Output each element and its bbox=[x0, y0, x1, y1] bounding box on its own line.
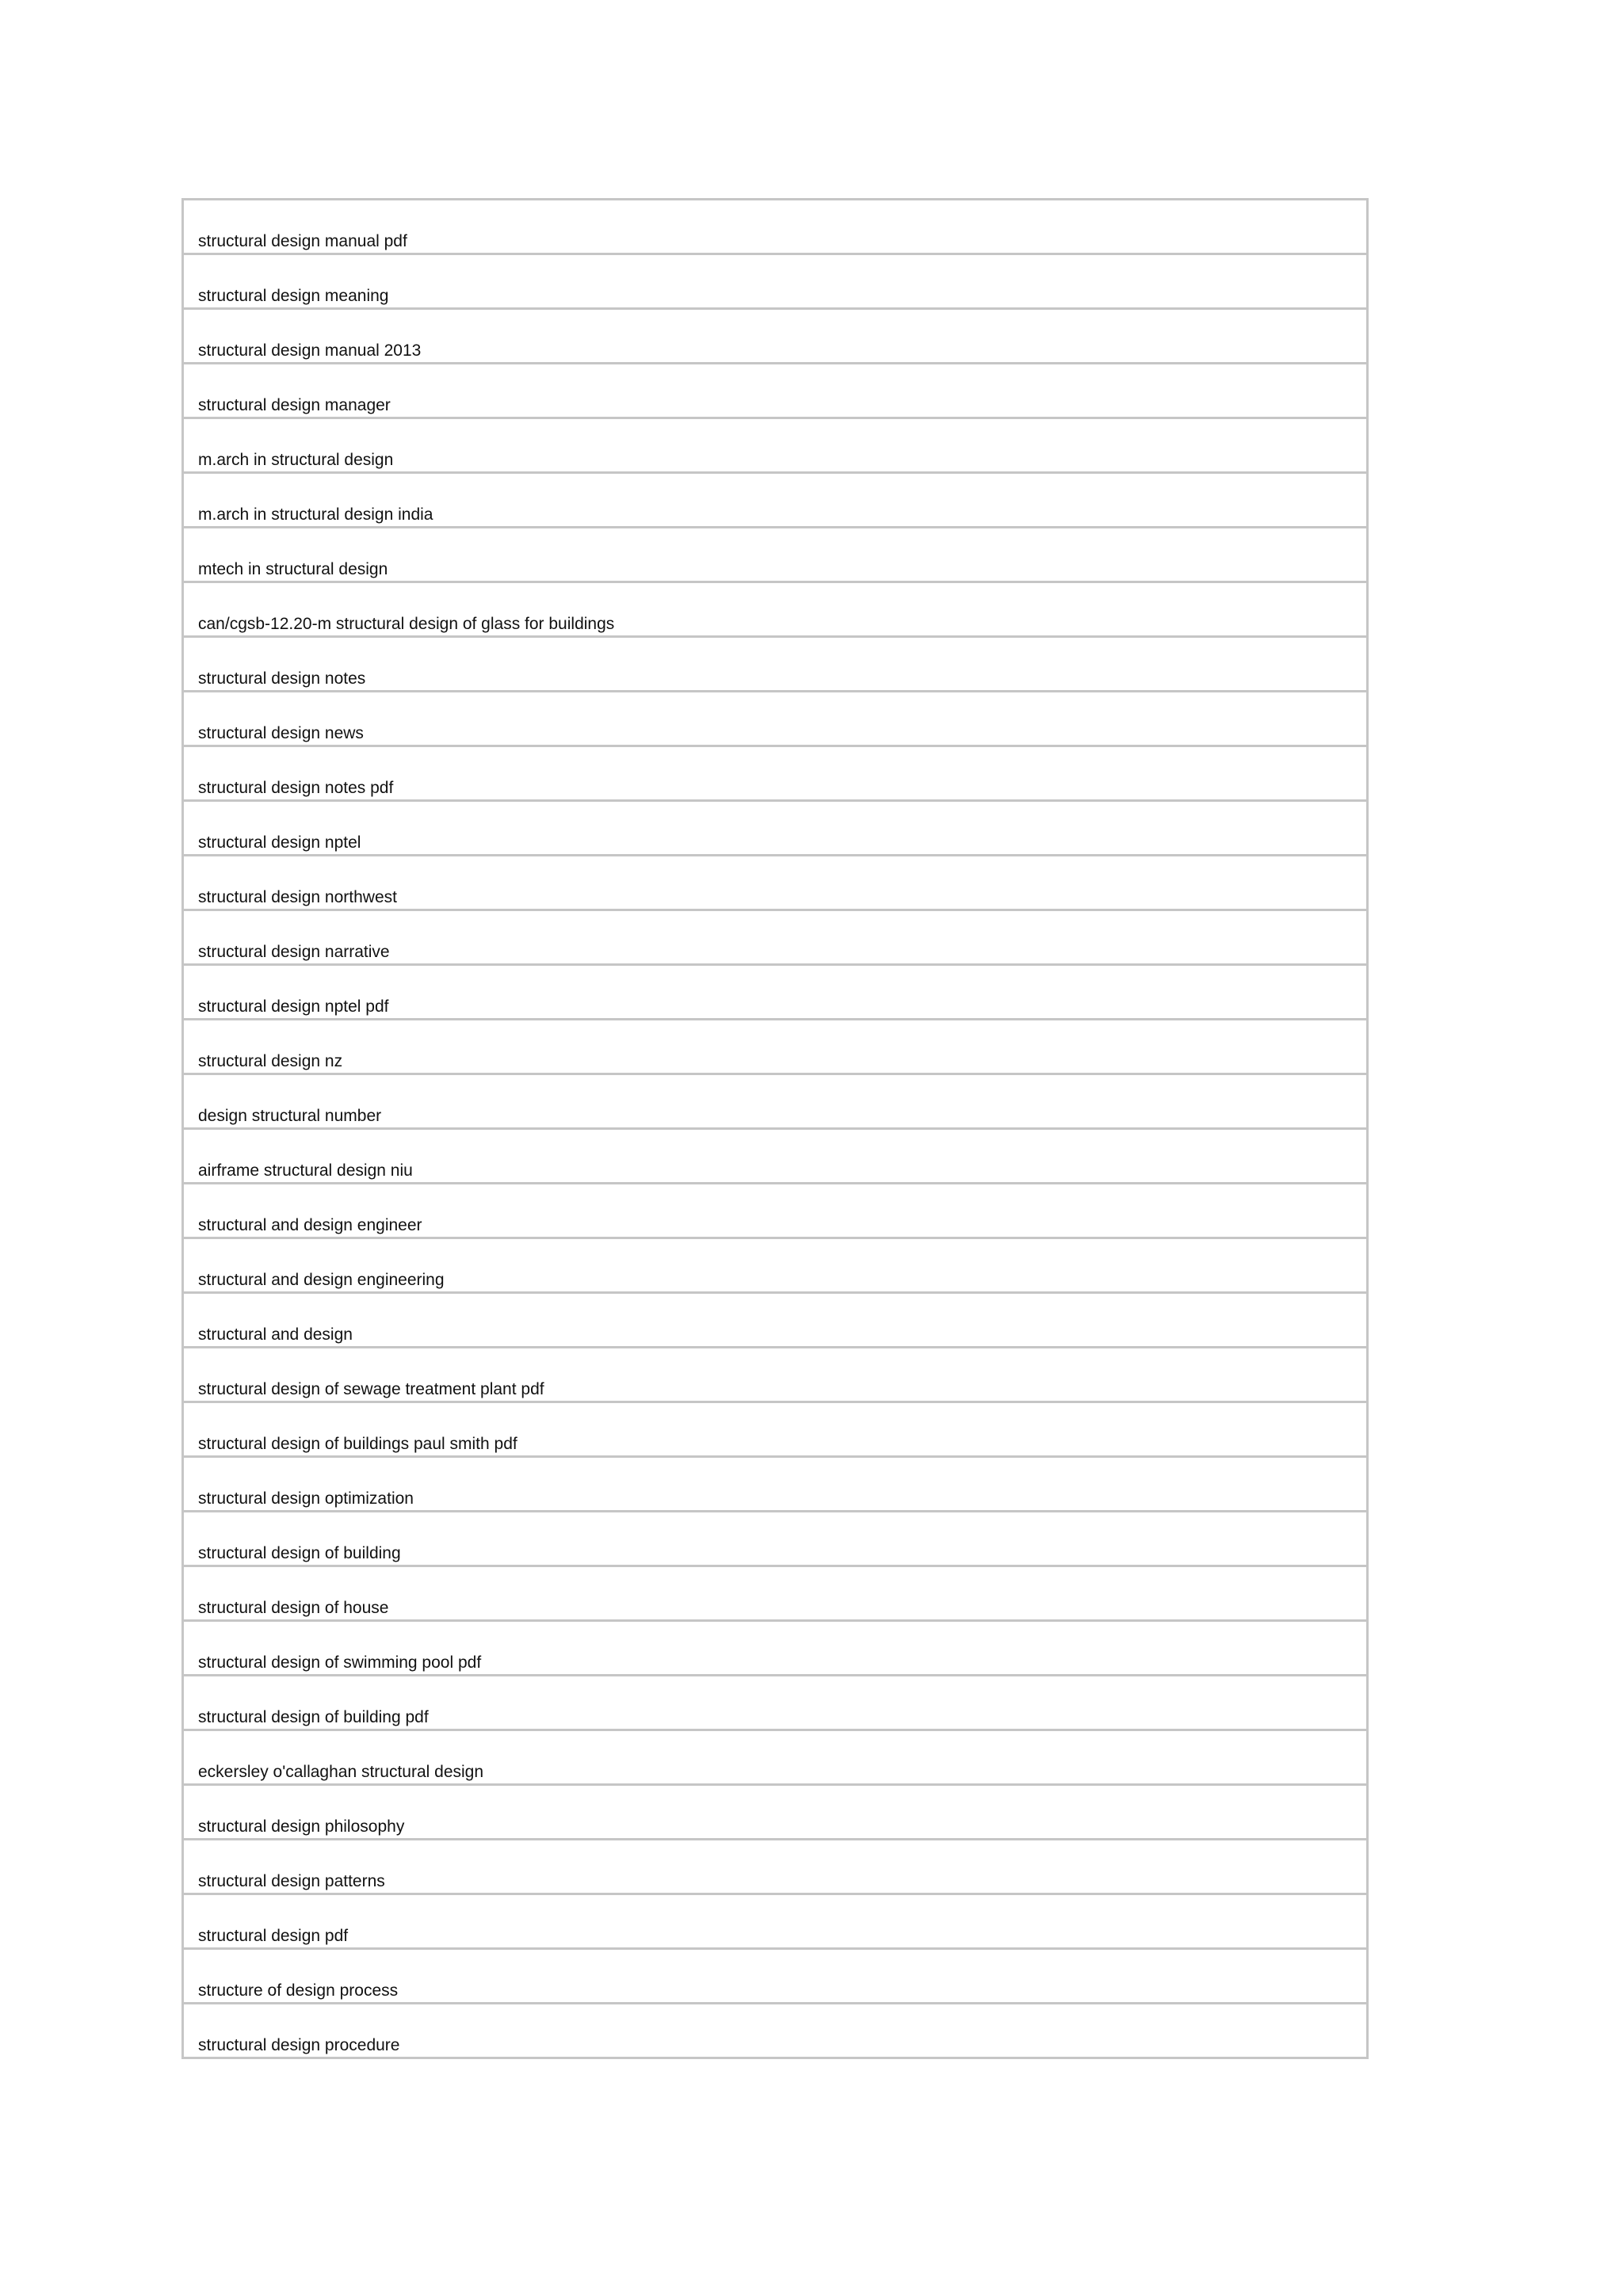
keyword-text: structural design of sewage treatment plant pdf bbox=[198, 1380, 544, 1398]
table-row bbox=[183, 582, 1368, 637]
table-row bbox=[183, 1184, 1368, 1238]
table-row bbox=[183, 1293, 1368, 1348]
keyword-text: structural design notes bbox=[198, 669, 366, 688]
table-cell bbox=[183, 1129, 1368, 1184]
table-cell bbox=[183, 528, 1368, 582]
table-row bbox=[183, 1348, 1368, 1402]
table-cell bbox=[183, 1020, 1368, 1074]
table-cell bbox=[183, 254, 1368, 309]
keyword-text: structural design narrative bbox=[198, 943, 390, 961]
table-row bbox=[183, 965, 1368, 1020]
table-row bbox=[183, 1676, 1368, 1730]
table-cell bbox=[183, 1894, 1368, 1949]
table-row bbox=[183, 1840, 1368, 1894]
table-cell bbox=[183, 1512, 1368, 1566]
keyword-text: structural design pdf bbox=[198, 1927, 349, 1945]
table-cell bbox=[183, 473, 1368, 528]
table-row bbox=[183, 692, 1368, 746]
keyword-text: structural design of buildings paul smith pdf bbox=[198, 1435, 517, 1453]
table-row bbox=[183, 1020, 1368, 1074]
table-cell bbox=[183, 582, 1368, 637]
keyword-text: eckersley o'callaghan structural design bbox=[198, 1763, 484, 1781]
table-cell bbox=[183, 1566, 1368, 1621]
table-cell bbox=[183, 1074, 1368, 1129]
table-row bbox=[183, 200, 1368, 254]
keyword-text: structural design of building bbox=[198, 1544, 401, 1562]
table-row bbox=[183, 856, 1368, 910]
table-row bbox=[183, 364, 1368, 418]
table-row bbox=[183, 801, 1368, 856]
keyword-text: structural and design engineer bbox=[198, 1216, 422, 1234]
table-row bbox=[183, 637, 1368, 692]
table-cell bbox=[183, 2004, 1368, 2058]
table-row bbox=[183, 746, 1368, 801]
table-row bbox=[183, 1730, 1368, 1785]
keyword-text: mtech in structural design bbox=[198, 560, 388, 578]
keyword-text: structural design manager bbox=[198, 396, 391, 414]
keyword-text: structural design nptel pdf bbox=[198, 997, 389, 1016]
table-row bbox=[183, 528, 1368, 582]
keyword-text: structural design nz bbox=[198, 1052, 343, 1070]
keyword-text: structural design manual 2013 bbox=[198, 341, 422, 360]
table-cell bbox=[183, 801, 1368, 856]
keyword-text: airframe structural design niu bbox=[198, 1161, 413, 1180]
table-row bbox=[183, 254, 1368, 309]
keyword-text: can/cgsb-12.20-m structural design of glass for buildings bbox=[198, 615, 615, 633]
keyword-text: structural design news bbox=[198, 724, 364, 742]
keyword-text: structural design of house bbox=[198, 1599, 389, 1617]
table-cell bbox=[183, 1785, 1368, 1840]
table-row bbox=[183, 1457, 1368, 1512]
keyword-text: design structural number bbox=[198, 1107, 382, 1125]
table-row bbox=[183, 1402, 1368, 1457]
table-row bbox=[183, 1074, 1368, 1129]
table-row bbox=[183, 1238, 1368, 1293]
keyword-text: structural design manual pdf bbox=[198, 232, 407, 250]
keyword-text: structural design procedure bbox=[198, 2036, 400, 2054]
table-row bbox=[183, 2004, 1368, 2058]
table-cell bbox=[183, 1621, 1368, 1676]
table-row bbox=[183, 1785, 1368, 1840]
table-cell bbox=[183, 200, 1368, 254]
table-cell bbox=[183, 965, 1368, 1020]
table-row bbox=[183, 1566, 1368, 1621]
keyword-text: structure of design process bbox=[198, 1981, 399, 2000]
keyword-text: structural design of building pdf bbox=[198, 1708, 429, 1726]
table-cell bbox=[183, 1238, 1368, 1293]
table-row bbox=[183, 473, 1368, 528]
table-cell bbox=[183, 910, 1368, 965]
keyword-text: structural design nptel bbox=[198, 833, 361, 852]
keyword-table bbox=[181, 198, 1369, 2059]
table-row bbox=[183, 1512, 1368, 1566]
table-cell bbox=[183, 418, 1368, 473]
table-row bbox=[183, 910, 1368, 965]
keyword-text: m.arch in structural design bbox=[198, 451, 394, 469]
table-row bbox=[183, 1621, 1368, 1676]
keyword-text: structural design patterns bbox=[198, 1872, 385, 1890]
table-cell bbox=[183, 746, 1368, 801]
table-cell bbox=[183, 1402, 1368, 1457]
table-cell bbox=[183, 637, 1368, 692]
table-cell bbox=[183, 1730, 1368, 1785]
keyword-text: structural design philosophy bbox=[198, 1817, 405, 1836]
table-cell bbox=[183, 856, 1368, 910]
table-cell bbox=[183, 1348, 1368, 1402]
keyword-text: structural and design bbox=[198, 1325, 353, 1344]
keyword-text: structural design northwest bbox=[198, 888, 397, 906]
table-cell bbox=[183, 692, 1368, 746]
table-cell bbox=[183, 1457, 1368, 1512]
table-row bbox=[183, 309, 1368, 364]
table-row bbox=[183, 1129, 1368, 1184]
keyword-text: m.arch in structural design india bbox=[198, 505, 433, 524]
table-cell bbox=[183, 309, 1368, 364]
table-row bbox=[183, 418, 1368, 473]
table-cell bbox=[183, 1184, 1368, 1238]
keyword-text: structural design of swimming pool pdf bbox=[198, 1653, 482, 1672]
table-cell bbox=[183, 364, 1368, 418]
table-cell bbox=[183, 1840, 1368, 1894]
keyword-text: structural design meaning bbox=[198, 287, 389, 305]
table-cell bbox=[183, 1949, 1368, 2004]
table-row bbox=[183, 1894, 1368, 1949]
keyword-text: structural and design engineering bbox=[198, 1271, 445, 1289]
keyword-text: structural design notes pdf bbox=[198, 779, 394, 797]
keyword-text: structural design optimization bbox=[198, 1489, 414, 1508]
table-cell bbox=[183, 1676, 1368, 1730]
table-row bbox=[183, 1949, 1368, 2004]
table-cell bbox=[183, 1293, 1368, 1348]
